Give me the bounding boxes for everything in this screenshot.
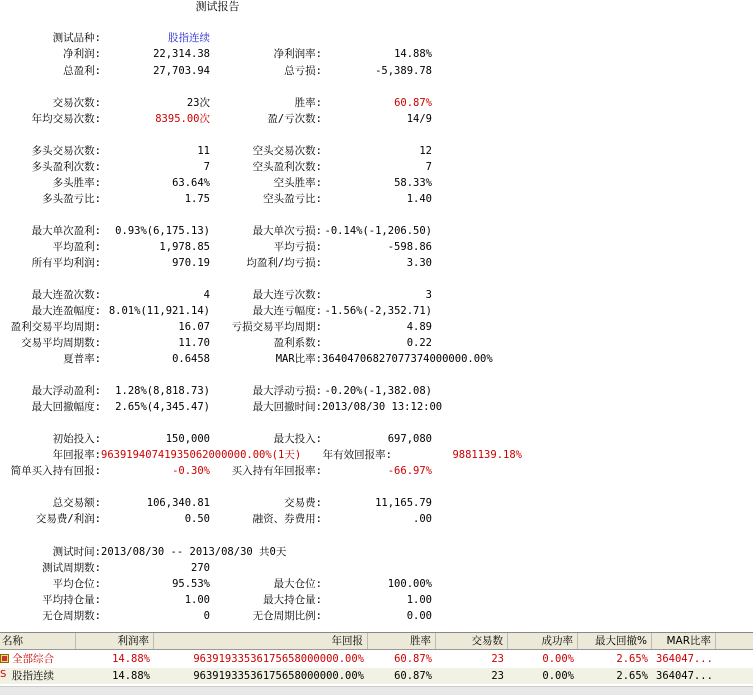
long-pl-ratio-value: 1.75 xyxy=(184,193,210,205)
max-consec-wins-label: 最大连盈次数: xyxy=(31,289,101,301)
col-name[interactable]: 名称 xyxy=(0,633,76,649)
cell-annual-return: 96391933536175658000000.00% xyxy=(193,653,364,665)
max-consec-losses-value: 3 xyxy=(425,289,432,301)
max-single-loss-label: 最大单次亏损: xyxy=(252,225,322,237)
no-position-ratio-label: 无仓周期比例: xyxy=(252,610,322,622)
max-holdings-label: 最大持仓量: xyxy=(263,594,322,606)
avg-ratio-value: 3.30 xyxy=(406,257,432,269)
max-consec-loss-amp-label: 最大连亏幅度: xyxy=(252,305,322,317)
buy-hold-annual-label: 买入持有年回报率: xyxy=(231,465,322,477)
cell-success-rate: 0.00% xyxy=(542,653,574,665)
mar-label: MAR比率: xyxy=(275,353,322,365)
sharpe-value: 0.6458 xyxy=(172,353,210,365)
product-value: 股指连续 xyxy=(168,32,210,44)
short-win-rate-label: 空头胜率: xyxy=(273,177,322,189)
test-periods-label: 测试周期数: xyxy=(42,562,101,574)
col-mar[interactable]: MAR比率 xyxy=(652,633,716,649)
gross-loss-value: -5,389.78 xyxy=(375,65,432,77)
cell-annual-return: 96391933536175658000000.00% xyxy=(193,670,364,682)
profit-factor-label: 盈利系数: xyxy=(273,337,322,349)
avg-all-label: 所有平均利润: xyxy=(31,257,101,269)
avg-loss-label: 平均亏损: xyxy=(273,241,322,253)
win-loss-count-label: 盈/亏次数: xyxy=(267,113,322,125)
win-rate-value: 60.87% xyxy=(394,97,432,109)
col-profit-rate[interactable]: 利润率 xyxy=(76,633,154,649)
cell-win-rate: 60.87% xyxy=(394,653,432,665)
trade-avg-period-label: 交易平均周期数: xyxy=(21,337,101,349)
max-drawdown-value: 2.65%(4,345.47) xyxy=(115,401,210,413)
avg-position-label: 平均仓位: xyxy=(52,578,101,590)
gross-profit-label: 总盈利: xyxy=(63,65,101,77)
col-win-rate[interactable]: 胜率 xyxy=(368,633,436,649)
buy-hold-return-label: 简单买入持有回报: xyxy=(10,465,101,477)
max-position-label: 最大仓位: xyxy=(273,578,322,590)
cell-win-rate: 60.87% xyxy=(394,670,432,682)
initial-invest-label: 初始投入: xyxy=(52,433,101,445)
col-max-drawdown[interactable]: 最大回撤% xyxy=(578,633,652,649)
avg-position-value: 95.53% xyxy=(172,578,210,590)
table-row[interactable] xyxy=(0,668,753,684)
avg-holdings-value: 1.00 xyxy=(184,594,210,606)
long-win-rate-label: 多头胜率: xyxy=(52,177,101,189)
max-invest-value: 697,080 xyxy=(387,433,432,445)
cell-profit-rate: 14.88% xyxy=(112,653,150,665)
trade-avg-period-value: 11.70 xyxy=(178,337,210,349)
product-label: 测试品种: xyxy=(52,32,101,44)
cell-name: 全部综合 xyxy=(12,653,54,665)
test-periods-value: 270 xyxy=(191,562,210,574)
annual-eff-return-label: 年有效回报率: xyxy=(322,449,392,461)
stock-icon: S xyxy=(0,669,7,680)
avg-ratio-label: 均盈利/均亏损: xyxy=(246,257,322,269)
annual-trades-value: 8395.00次 xyxy=(155,113,210,125)
long-win-rate-value: 63.64% xyxy=(172,177,210,189)
win-rate-label: 胜率: xyxy=(294,97,322,109)
buy-hold-annual-value: -66.97% xyxy=(387,465,432,477)
max-float-loss-label: 最大浮动亏损: xyxy=(252,385,322,397)
report-title: 测试报告 xyxy=(195,0,240,13)
fee-profit-ratio-value: 0.50 xyxy=(184,513,210,525)
cell-trades: 23 xyxy=(491,670,504,682)
long-trades-value: 11 xyxy=(197,145,210,157)
long-pl-ratio-label: 多头盈亏比: xyxy=(42,193,101,205)
avg-loss-value: -598.86 xyxy=(387,241,432,253)
total-volume-value: 106,340.81 xyxy=(146,497,210,509)
gross-loss-label: 总亏损: xyxy=(284,65,322,77)
net-profit-label: 净利润: xyxy=(63,48,101,60)
fees-value: 11,165.79 xyxy=(375,497,432,509)
max-single-profit-label: 最大单次盈利: xyxy=(31,225,101,237)
buy-hold-return-value: -0.30% xyxy=(172,465,210,477)
col-annual-return[interactable]: 年回报 xyxy=(154,633,368,649)
max-consec-wins-value: 4 xyxy=(203,289,210,301)
long-wins-value: 7 xyxy=(203,161,210,173)
max-invest-label: 最大投入: xyxy=(273,433,322,445)
cell-mar: 364047... xyxy=(656,653,713,665)
net-profit-rate-label: 净利润率: xyxy=(273,48,322,60)
no-position-ratio-value: 0.00 xyxy=(406,610,432,622)
col-success-rate[interactable]: 成功率 xyxy=(508,633,578,649)
annual-return-label: 年回报率: xyxy=(52,449,101,461)
test-time-value: 2013/08/30 -- 2013/08/30 共0天 xyxy=(101,546,287,558)
test-time-label: 测试时间: xyxy=(52,546,101,558)
fees-label: 交易费: xyxy=(284,497,322,509)
max-float-loss-value: -0.20%(-1,382.08) xyxy=(324,385,432,397)
col-trades[interactable]: 交易数 xyxy=(436,633,508,649)
short-trades-label: 空头交易次数: xyxy=(252,145,322,157)
cell-trades: 23 xyxy=(491,653,504,665)
short-pl-ratio-value: 1.40 xyxy=(406,193,432,205)
max-consec-loss-amp-value: -1.56%(-2,352.71) xyxy=(324,305,432,317)
cell-name: 股指连续 xyxy=(12,670,54,682)
max-single-profit-value: 0.93%(6,175.13) xyxy=(115,225,210,237)
avg-all-value: 970.19 xyxy=(172,257,210,269)
max-consec-win-amp-value: 8.01%(11,921.14) xyxy=(108,305,210,317)
max-position-value: 100.00% xyxy=(387,578,432,590)
long-wins-label: 多头盈利次数: xyxy=(31,161,101,173)
short-wins-label: 空头盈利次数: xyxy=(252,161,322,173)
trades-label: 交易次数: xyxy=(52,97,101,109)
short-win-rate-value: 58.33% xyxy=(394,177,432,189)
fee-profit-ratio-label: 交易费/利润: xyxy=(35,513,101,525)
gross-profit-value: 27,703.94 xyxy=(153,65,210,77)
cell-profit-rate: 14.88% xyxy=(112,670,150,682)
trades-value: 23次 xyxy=(186,97,210,109)
max-consec-win-amp-label: 最大连盈幅度: xyxy=(31,305,101,317)
win-avg-period-label: 盈利交易平均周期: xyxy=(10,321,101,333)
short-wins-value: 7 xyxy=(425,161,432,173)
mar-value: 36404706827077374000000.00% xyxy=(322,353,493,365)
total-volume-label: 总交易额: xyxy=(52,497,101,509)
win-avg-period-value: 16.07 xyxy=(178,321,210,333)
net-profit-value: 22,314.38 xyxy=(153,48,210,60)
margin-fees-value: .00 xyxy=(413,513,432,525)
profit-factor-value: 0.22 xyxy=(406,337,432,349)
win-loss-count-value: 14/9 xyxy=(406,113,432,125)
max-consec-losses-label: 最大连亏次数: xyxy=(252,289,322,301)
sharpe-label: 夏普率: xyxy=(63,353,101,365)
margin-fees-label: 融资、券费用: xyxy=(252,513,322,525)
short-trades-value: 12 xyxy=(419,145,432,157)
max-float-profit-value: 1.28%(8,818.73) xyxy=(115,385,210,397)
net-profit-rate-value: 14.88% xyxy=(394,48,432,60)
max-holdings-value: 1.00 xyxy=(406,594,432,606)
no-position-periods-value: 0 xyxy=(203,610,210,622)
avg-profit-value: 1,978.85 xyxy=(159,241,210,253)
avg-holdings-label: 平均持仓量: xyxy=(42,594,101,606)
max-float-profit-label: 最大浮动盈利: xyxy=(31,385,101,397)
max-drawdown-time-label: 最大回撤时间: xyxy=(252,401,322,413)
cell-success-rate: 0.00% xyxy=(542,670,574,682)
annual-trades-label: 年均交易次数: xyxy=(31,113,101,125)
results-table-header xyxy=(0,633,753,650)
table-row[interactable] xyxy=(0,651,753,667)
cell-max-drawdown: 2.65% xyxy=(616,653,648,665)
cell-max-drawdown: 2.65% xyxy=(616,670,648,682)
initial-invest-value: 150,000 xyxy=(165,433,210,445)
loss-avg-period-label: 亏损交易平均周期: xyxy=(231,321,322,333)
long-trades-label: 多头交易次数: xyxy=(31,145,101,157)
short-pl-ratio-label: 空头盈亏比: xyxy=(263,193,322,205)
max-single-loss-value: -0.14%(-1,206.50) xyxy=(324,225,432,237)
avg-profit-label: 平均盈利: xyxy=(52,241,101,253)
annual-eff-return-value: 9881139.18% xyxy=(452,449,522,461)
max-drawdown-label: 最大回撤幅度: xyxy=(31,401,101,413)
annual-return-value: 96391940741935062000000.00%(1天) xyxy=(101,449,302,461)
no-position-periods-label: 无仓周期数: xyxy=(42,610,101,622)
max-drawdown-time-value: 2013/08/30 13:12:00 xyxy=(322,401,443,413)
cell-mar: 364047... xyxy=(656,670,713,682)
loss-avg-period-value: 4.89 xyxy=(406,321,432,333)
